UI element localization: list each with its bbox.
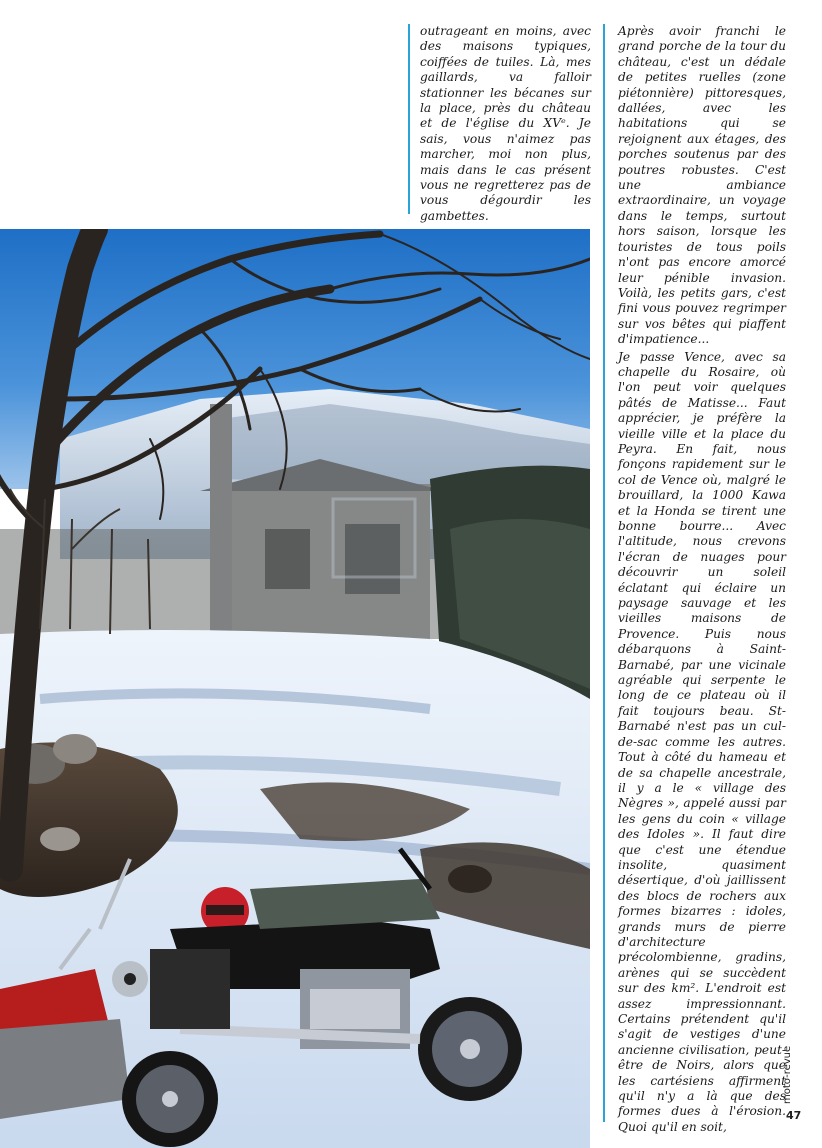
- article-paragraph: outrageant en moins, avec des maisons typiques, coiffées de tuiles. Là, mes gaillards, va falloir stationner les bécanes sur la place, près du château et de l'église du XVᵉ. Je sais, vous n'aimez pas marcher, moi non plus, mais dans le cas présent vous ne regretterez pas de vous dégourdir les gambettes.: [420, 24, 591, 223]
- article-column-right: [618, 24, 786, 1134]
- column-rule-right: [603, 24, 605, 1122]
- magazine-name: moto-revue: [782, 1045, 793, 1104]
- article-photo: [0, 229, 590, 1148]
- page-number: 47: [786, 1109, 802, 1122]
- article-paragraph: Après avoir franchi le grand porche de la tour du château, c'est un dédale de petites ruelles (zone piétonnière) pittoresques, dallées, avec les habitations qui se rejoignent aux étages, des porches soutenus par des poutres robustes. C'est une ambiance extraordinaire, un voyage dans le temps, surtout hors saison, lorsque les touristes de tous poils n'ont pas encore amorcé leur pénible invasion. Voilà, les petits gars, c'est fini vous pouvez regrimper sur vos bêtes qui piaffent d'impatience...: [618, 24, 786, 347]
- article-column-top: [420, 24, 591, 223]
- column-rule-top: [408, 24, 410, 214]
- article-paragraph: Je passe Vence, avec sa chapelle du Rosaire, où l'on peut voir quelques pâtés de Matisse... Faut apprécier, je préfère la vieille ville et la place du Peyra. En fait, nous fonçons rapidement sur le col de Vence où, malgré le brouillard, la 1000 Kawa et la Honda se tirent une bonne bourre... Avec l'altitude, nous crevons l'écran de nuages pour découvrir un soleil éclatant qui éclaire un paysage sauvage et les vieilles maisons de Provence. Puis nous débarquons à Saint-Barnabé, par une vicinale agréable qui serpente le long de ce plateau où il fait toujours beau. St-Barnabé n'est pas un cul-de-sac comme les autres. Tout à côté du hameau et de sa chapelle ancestrale, il y a le « village des Nègres », appelé aussi par les gens du coin « village des Idoles ». Il faut dire que c'est une étendue insolite, quasiment désertique, d'où jaillissent des blocs de rochers aux formes bizarres : idoles, grands murs de pierre d'architecture précolombienne, gradins, arènes qui se succèdent sur des km². L'endroit est assez impressionnant. Certains prétendent qu'il s'agit de vestiges d'une ancienne civilisation, peut-être de Noirs, alors que les cartésiens affirment qu'il n'y a là que des formes dues à l'érosion. Quoi qu'il en soit,: [618, 349, 786, 1134]
